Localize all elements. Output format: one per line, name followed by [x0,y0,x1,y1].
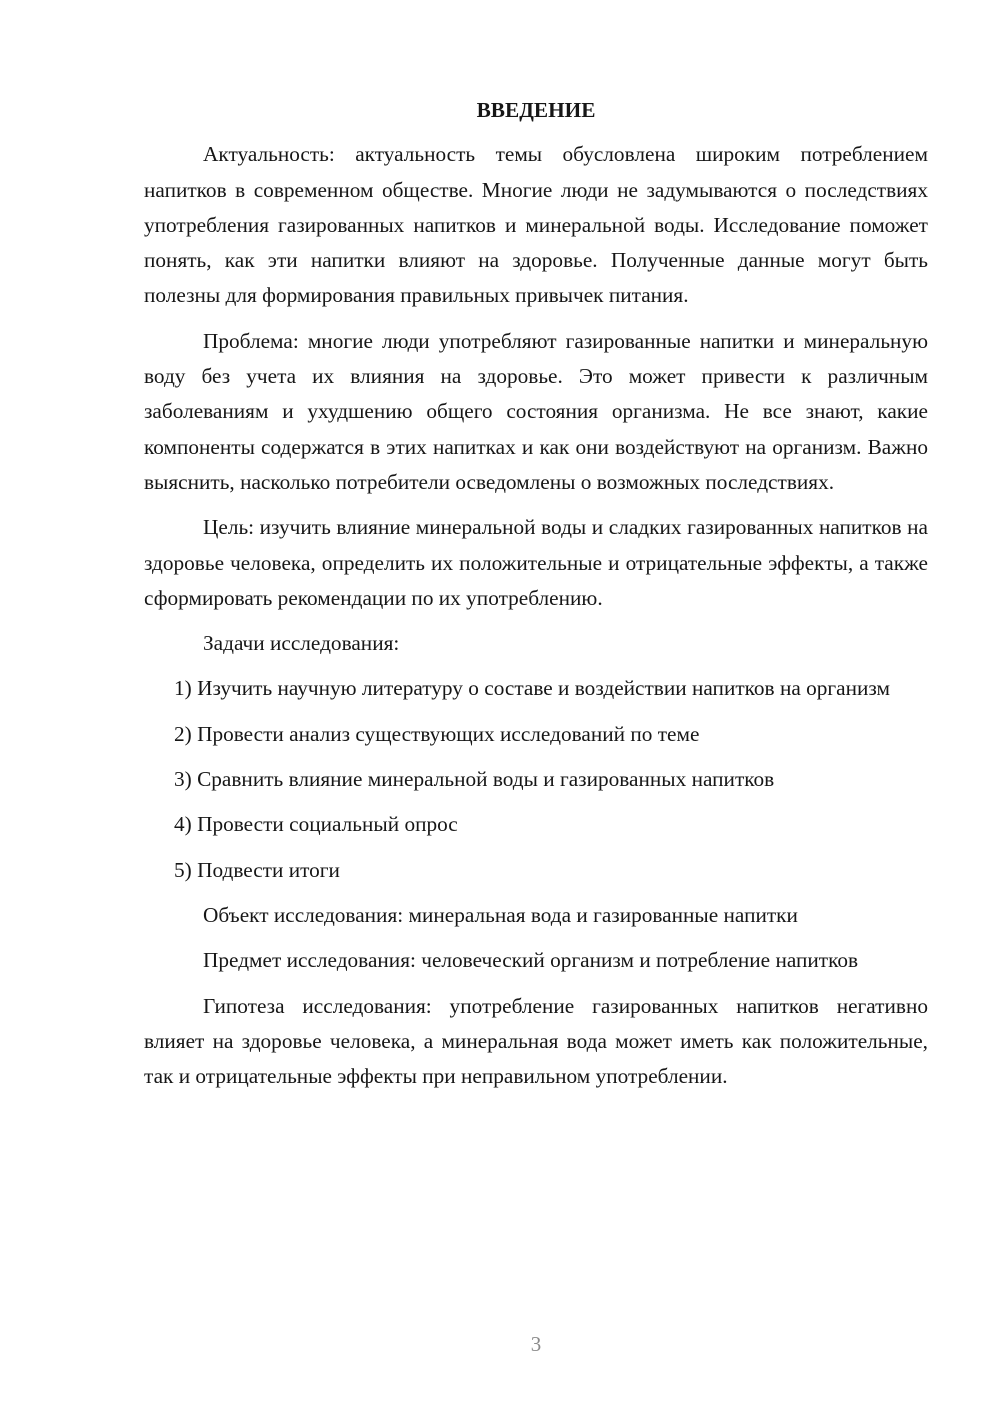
tasks-heading: Задачи исследования: [203,631,400,656]
task-item: 3) Сравнить влияние минеральной воды и газированных напитков [174,767,775,792]
page-number: 3 [530,1332,542,1356]
section-title: ВВЕДЕНИЕ [476,98,596,122]
task-item: 1) Изучить научную литературу о составе и воздействии напитков на организм [174,676,890,701]
task-item: 2) Провести анализ существующих исследований по теме [174,721,700,746]
subject-paragraph: Предмет исследования: человеческий организм и потребление напитков [203,948,859,973]
relevance-paragraph: Актуальность: актуальность темы обусловлена широким потреблением напитков в современном обществе. Многие люди не задумываются о последствиях употребления газированных напитков и минеральной воды. Исследование поможет понять, как эти напитки влияют на здоровье. Полученные данные могут быть полезны для формирования правильных привычек питания. [144,142,928,308]
page-content [144,93,928,1104]
task-item: 5) Подвести итоги [174,857,340,882]
goal-paragraph: Цель: изучить влияние минеральной воды и сладких газированных напитков на здоровье человека, определить их положительные и отрицательные эффекты, а также сформировать рекомендации по их употреблению. [144,515,928,610]
problem-paragraph: Проблема: многие люди употребляют газированные напитки и минеральную воду без учета их влияния на здоровье. Это может привести к различным заболеваниям и ухудшению общего состояния организма. Не все знают, какие компоненты содержатся в этих напитках и как они воздействуют на организм. Важно выяснить, насколько потребители осведомлены о возможных последствиях. [144,328,928,494]
hypothesis-paragraph: Гипотеза исследования: употребление газированных напитков негативно влияет на здоровье человека, а минеральная вода может иметь как положительные, так и отрицательные эффекты при неправильном употреблении. [144,993,928,1089]
object-paragraph: Объект исследования: минеральная вода и газированные напитки [203,902,798,927]
task-item: 4) Провести социальный опрос [174,812,458,837]
